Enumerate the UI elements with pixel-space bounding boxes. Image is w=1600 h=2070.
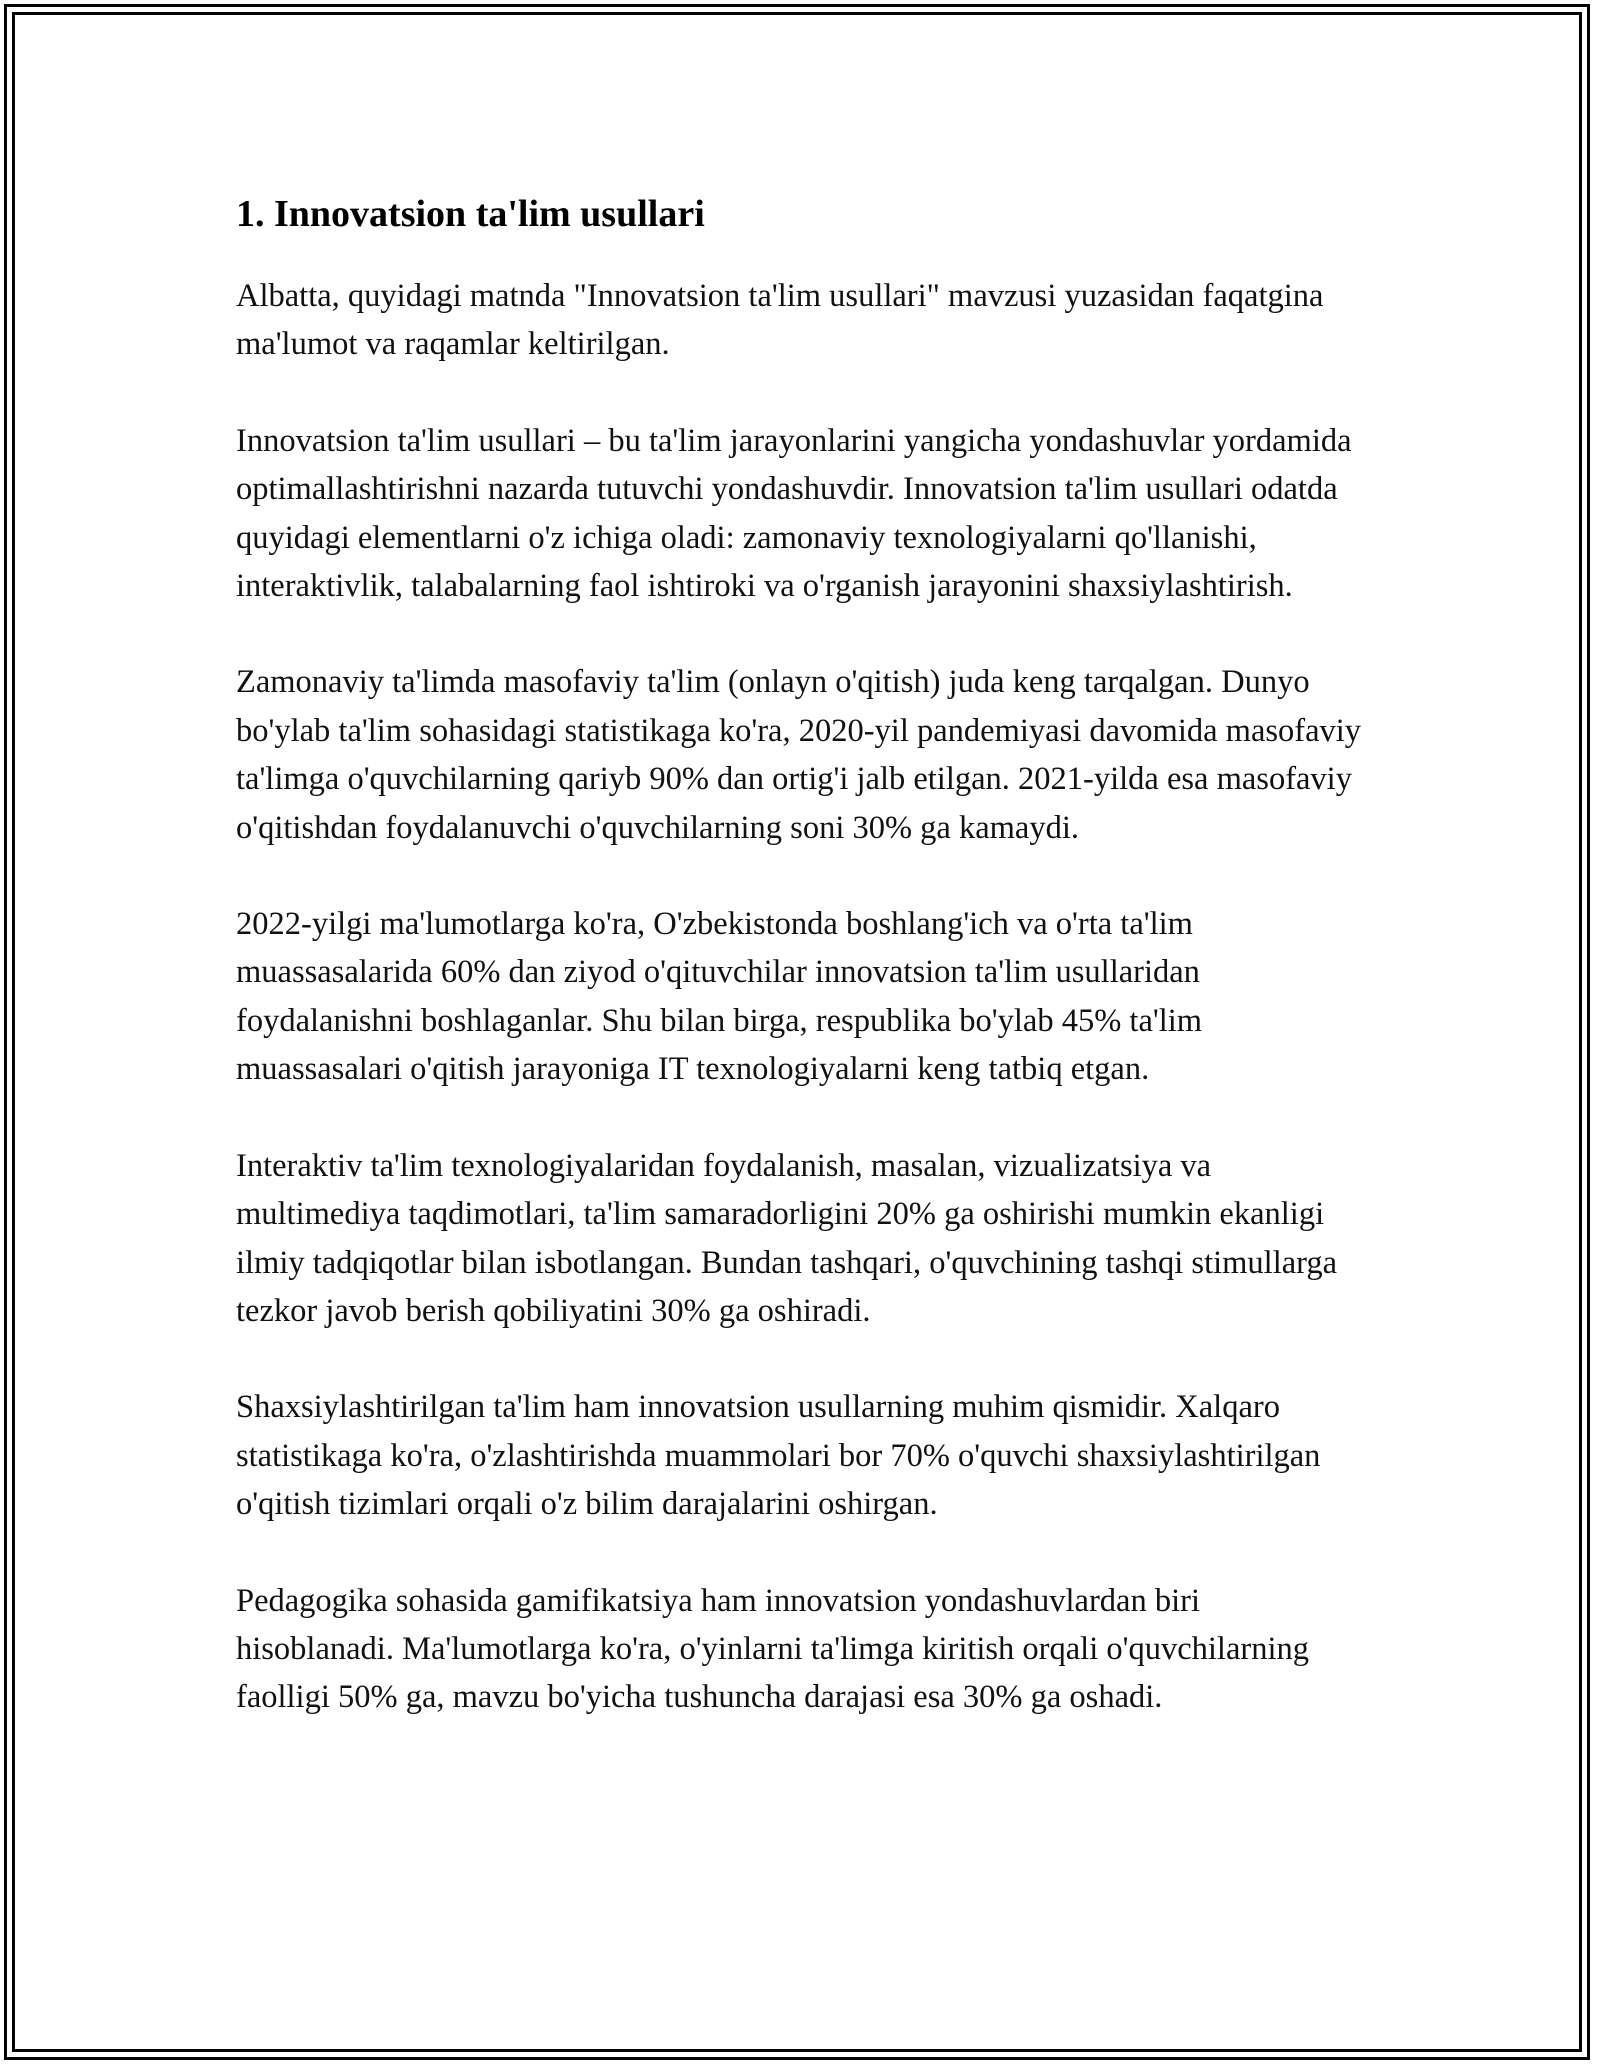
document-title: 1. Innovatsion ta'lim usullari — [236, 193, 705, 235]
paragraph-personalized-learning: Shaxsiylashtirilgan ta'lim ham innovatsion usullarning muhim qismidir. Xalqaro statistikaga ko'ra, o'zlashtirishda muammolari bor 70% o'quvchi shaxsiylashtirilgan o'qitish tizimlari orqali o'z bilim darajalarini oshirgan. — [236, 1389, 1321, 1523]
paragraph-uzbekistan-stats: 2022-yilgi ma'lumotlarga ko'ra, O'zbekistonda boshlang'ich va o'rta ta'lim muassasalarida 60% dan ziyod o'qituvchilar innovatsion ta'lim usullaridan foydalanishni boshlaganlar. Shu bilan birga, respublika bo'ylab 45% ta'lim muassasalari o'qitish jarayoniga IT texnologiyalarni keng tatbiq etgan. — [236, 906, 1203, 1088]
paragraph-intro: Albatta, quyidagi matnda "Innovatsion ta'lim usullari" mavzusi yuzasidan faqatgina ma'lumot va raqamlar keltirilgan. — [236, 278, 1324, 363]
document-body — [236, 186, 1366, 1770]
paragraph-interactive-tech: Interaktiv ta'lim texnologiyalaridan foydalanish, masalan, vizualizatsiya va multimediya taqdimotlari, ta'lim samaradorligini 20% ga oshirishi mumkin ekanligi ilmiy tadqiqotlar bilan isbotlangan. Bundan tashqari, o'quvchining tashqi stimullarga tezkor javob berish qobiliyatini 30% ga oshiradi. — [236, 1147, 1338, 1329]
paragraph-definition: Innovatsion ta'lim usullari – bu ta'lim jarayonlarini yangicha yondashuvlar yordamida optimallashtirishni nazarda tutuvchi yondashuvdir. Innovatsion ta'lim usullari odatda quyidagi elementlarni o'z ichiga oladi: zamonaviy texnologiyalarni qo'llanishi, interaktivlik, talabalarning faol ishtiroki va o'rganish jarayonini shaxsiylashtirish. — [236, 422, 1352, 605]
paragraph-distance-learning: Zamonaviy ta'limda masofaviy ta'lim (onlayn o'qitish) juda keng tarqalgan. Dunyo bo'ylab ta'lim sohasidagi statistikaga ko'ra, 2020-yil pandemiyasi davomida masofaviy ta'limga o'quvchilarning qariyb 90% dan ortig'i jalb etilgan. 2021-yilda esa masofaviy o'qitishdan foydalanuvchi o'quvchilarning soni 30% ga kamaydi. — [236, 664, 1362, 846]
paragraph-gamification: Pedagogika sohasida gamifikatsiya ham innovatsion yondashuvlardan biri hisoblanadi. Ma'lumotlarga ko'ra, o'yinlarni ta'limga kiritish orqali o'quvchilarning faolligi 50% ga, mavzu bo'yicha tushuncha darajasi esa 30% ga oshadi. — [236, 1582, 1309, 1716]
